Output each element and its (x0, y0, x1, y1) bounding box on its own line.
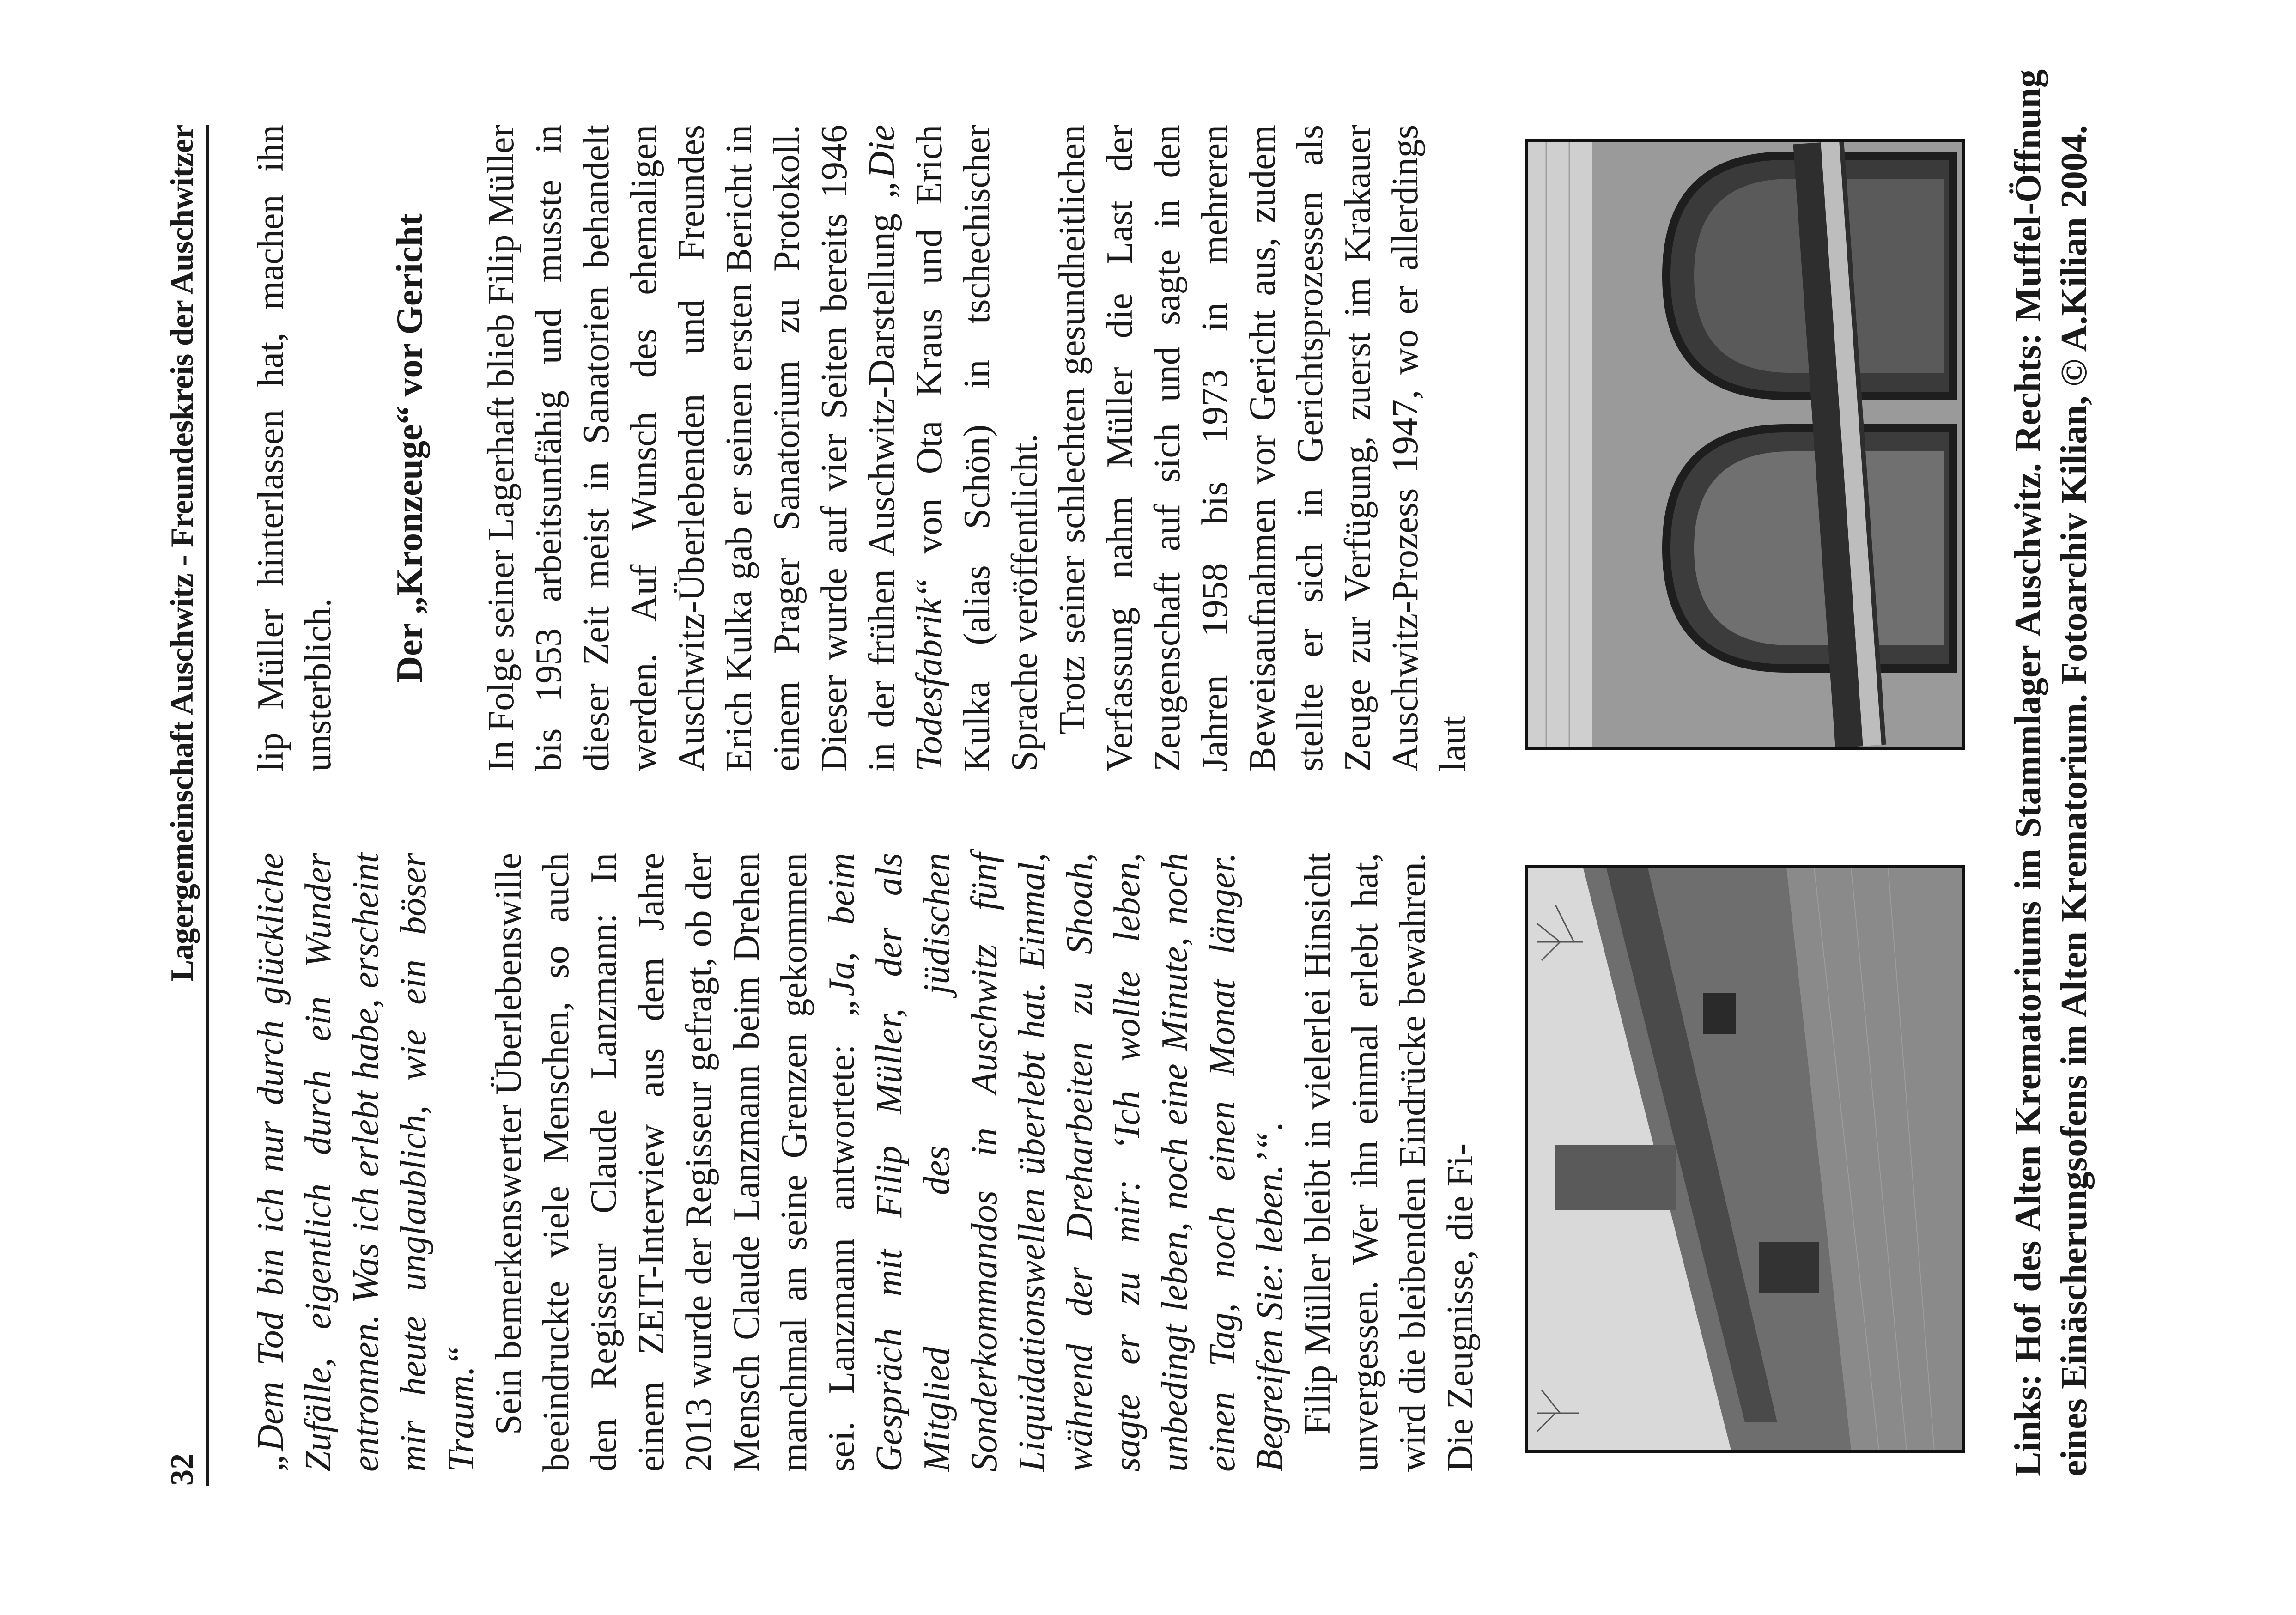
paragraph-text: von Ota Kraus und Erich Kulka (alias Schön) in tschechischer Sprache veröffentlicht. (909, 125, 1045, 771)
italic-quote: „Ja, beim Gespräch mit Filip Müller, der als Mitglied des jüdischen Sonderkommandos in Auschwitz fünf Liquidationswellen überlebt hat. Einmal, während der Dreharbeiten zu Shoah, sagte er zu mir: ‘Ich wollte leben, unbedingt leben, noch eine Minute, noch einen Tag, noch einen Monat länger. Begreifen Sie: leben.’“ (821, 853, 1290, 1472)
italic-title: „Die Todesfabrik“ (862, 125, 950, 771)
paragraph-text: In Folge seiner Lagerhaft blieb Filip Müller bis 1953 arbeitsunfähig und musste in dieser Zeit meist in Sanatorien behandelt werden. Auf Wunsch des ehemaligen Auschwitz-Überlebenden und Freundes Erich Kulka gab er seinen ersten Bericht in einem Prager Sanatorium zu Protokoll. Dieser wurde auf vier Seiten bereits 1946 in der frühen Auschwitz-Darstellung (481, 125, 902, 771)
paragraph-lagerhaft (478, 125, 1049, 771)
header-rule (206, 125, 209, 1486)
running-header (164, 125, 210, 1486)
quote-paragraph (247, 853, 485, 1472)
section-heading: Der „Kronzeuge“ vor Gericht (389, 213, 430, 683)
paragraph-text: . (1250, 1122, 1290, 1132)
italic-quote: „Dem Tod bin ich nur durch glückliche Zufälle, eigentlich durch ein Wunder entronnen. Was ich erlebt habe, erscheint mir heute unglaublich, wie ein böser Traum.“ (250, 853, 481, 1472)
paragraph-lanzmann (485, 853, 1294, 1472)
paragraph-unsterblich: lip Müller hinterlassen hat, machen ihn unsterblich. (250, 125, 339, 771)
text-column-left (247, 853, 1484, 1472)
paragraph-zeugenschaft: Trotz seiner schlechten gesundheitlichen Verfassung nahm Müller die Last der Zeugenschaft auf sich und sagte in den Jahren 1958 bis 1973 in mehreren Beweisaufnahmen vor Gericht aus, zudem stellte er sich in Gerichtsprozessen als Zeuge zur Verfügung, zuerst im Krakauer Auschwitz-Prozess 1947, wo er allerdings laut (1052, 125, 1473, 771)
photo-oven-muffle (1525, 139, 1965, 750)
running-title: Lagergemeinschaft Auschwitz - Freundeskreis der Auschwitzer (164, 125, 200, 982)
paragraph-text: Sein bemerkenswerter Überlebenswille beeindruckte viele Menschen, so auch den Regisseur Claude Lanzmann: In einem ZEIT-Interview aus dem Jahre 2013 wurde der Regisseur gefragt, ob der Mensch Claude Lanzmann beim Drehen manchmal an seine Grenzen gekommen sei. Lanzmann antwortete: (488, 853, 862, 1472)
photo-crematorium-courtyard (1525, 865, 1965, 1453)
courtyard-illustration (1528, 868, 1962, 1450)
photo-caption: Links: Hof des Alten Krematoriums im Stammlager Auschwitz. Rechts: Muffel-Öffnung eines Einäscherungsofens im Alten Krematorium. Fotoarchiv Kilian, © A.Kilian 2004. (2008, 69, 2095, 1476)
paragraph-unvergessen: Filip Müller bleibt in vielerlei Hinsicht unvergessen. Wer ihn einmal erlebt hat, wird die bleibenden Eindrücke bewahren. Die Zeugnisse, die Fi- (1297, 853, 1481, 1472)
page-number: 32 (164, 1453, 200, 1486)
oven-illustration (1528, 142, 1962, 747)
text-column-right (247, 125, 1477, 771)
